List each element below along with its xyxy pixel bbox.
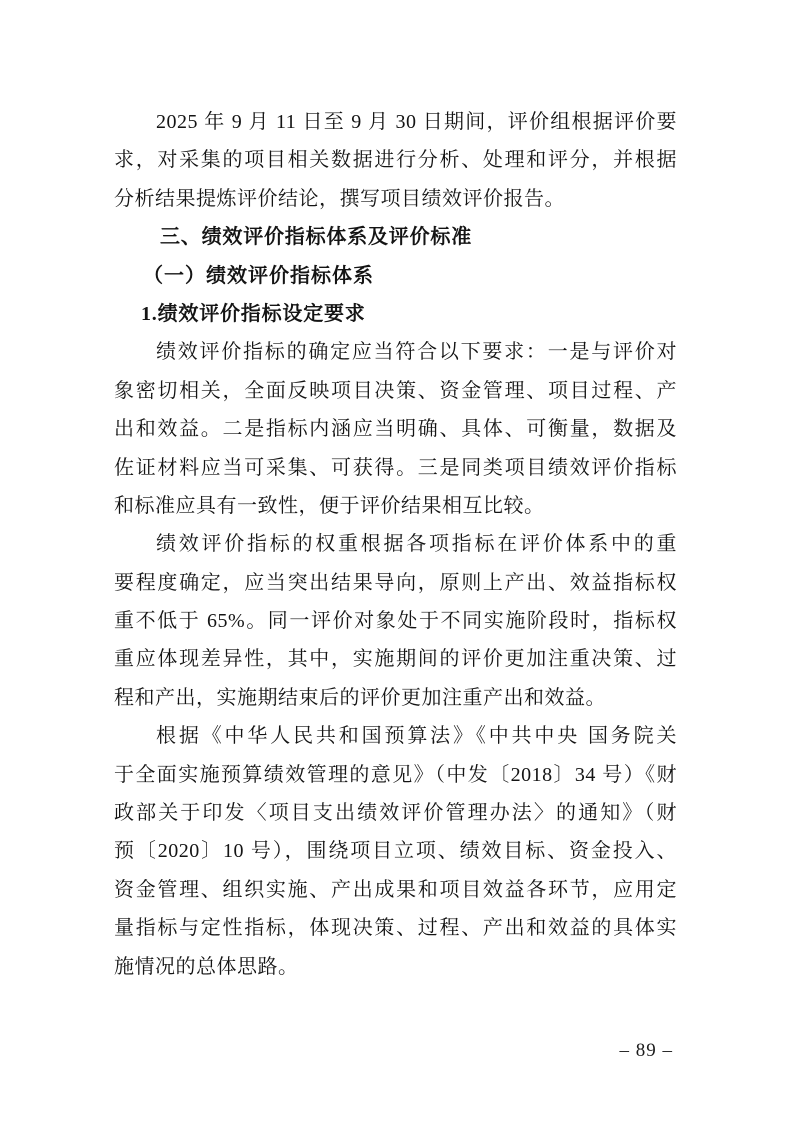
text-line: 要程度确定，应当突出结果导向，原则上产出、效益指标权 <box>114 571 677 594</box>
subsubsection-heading-1: 1.绩效评价指标设定要求 <box>141 302 366 325</box>
text-line: 政部关于印发〈项目支出绩效评价管理办法〉的通知》（财 <box>114 802 677 825</box>
text-line: 根据《中华人民共和国预算法》《中共中央 国务院关 <box>156 725 677 748</box>
page-number: – 89 – <box>619 1040 673 1061</box>
text-line: 量指标与定性指标，体现决策、过程、产出和效益的具体实 <box>114 917 677 940</box>
text-line: 预〔2020〕10 号），围绕项目立项、绩效目标、资金投入、 <box>114 840 677 863</box>
text-line: 和标准应具有一致性，便于评价结果相互比较。 <box>114 494 545 517</box>
section-heading-three: 三、绩效评价指标体系及评价标准 <box>160 226 472 249</box>
text-line: 求，对采集的项目相关数据进行分析、处理和评分，并根据 <box>114 149 677 172</box>
text-line: 绩效评价指标的权重根据各项指标在评价体系中的重 <box>156 533 677 556</box>
paragraph-indicator-requirements <box>114 333 677 525</box>
paragraph-evaluation-schedule <box>114 103 677 218</box>
text-line: 程和产出，实施期结束后的评价更加注重产出和效益。 <box>114 686 606 709</box>
text-line: 施情况的总体思路。 <box>114 955 299 978</box>
text-line: 绩效评价指标的确定应当符合以下要求：一是与评价对 <box>156 341 677 364</box>
text-line: 象密切相关，全面反映项目决策、资金管理、项目过程、产 <box>114 379 677 402</box>
text-line: 分析结果提炼评价结论，撰写项目绩效评价报告。 <box>114 187 565 210</box>
page-content <box>114 103 677 986</box>
paragraph-legal-basis <box>114 717 677 986</box>
subsection-heading-one: （一）绩效评价指标体系 <box>143 264 374 287</box>
text-line: 2025 年 9 月 11 日至 9 月 30 日期间，评价组根据评价要 <box>156 111 677 133</box>
text-line: 重应体现差异性，其中，实施期间的评价更加注重决策、过 <box>114 648 677 671</box>
text-line: 于全面实施预算绩效管理的意见》（中发〔2018〕34 号）《财 <box>114 763 677 786</box>
text-line: 出和效益。二是指标内涵应当明确、具体、可衡量，数据及 <box>114 418 677 441</box>
paragraph-indicator-weights <box>114 525 677 717</box>
text-line: 资金管理、组织实施、产出成果和项目效益各环节，应用定 <box>114 878 677 901</box>
text-line: 佐证材料应当可采集、可获得。三是同类项目绩效评价指标 <box>114 456 677 479</box>
text-line: 重不低于 65%。同一评价对象处于不同实施阶段时，指标权 <box>114 610 677 633</box>
